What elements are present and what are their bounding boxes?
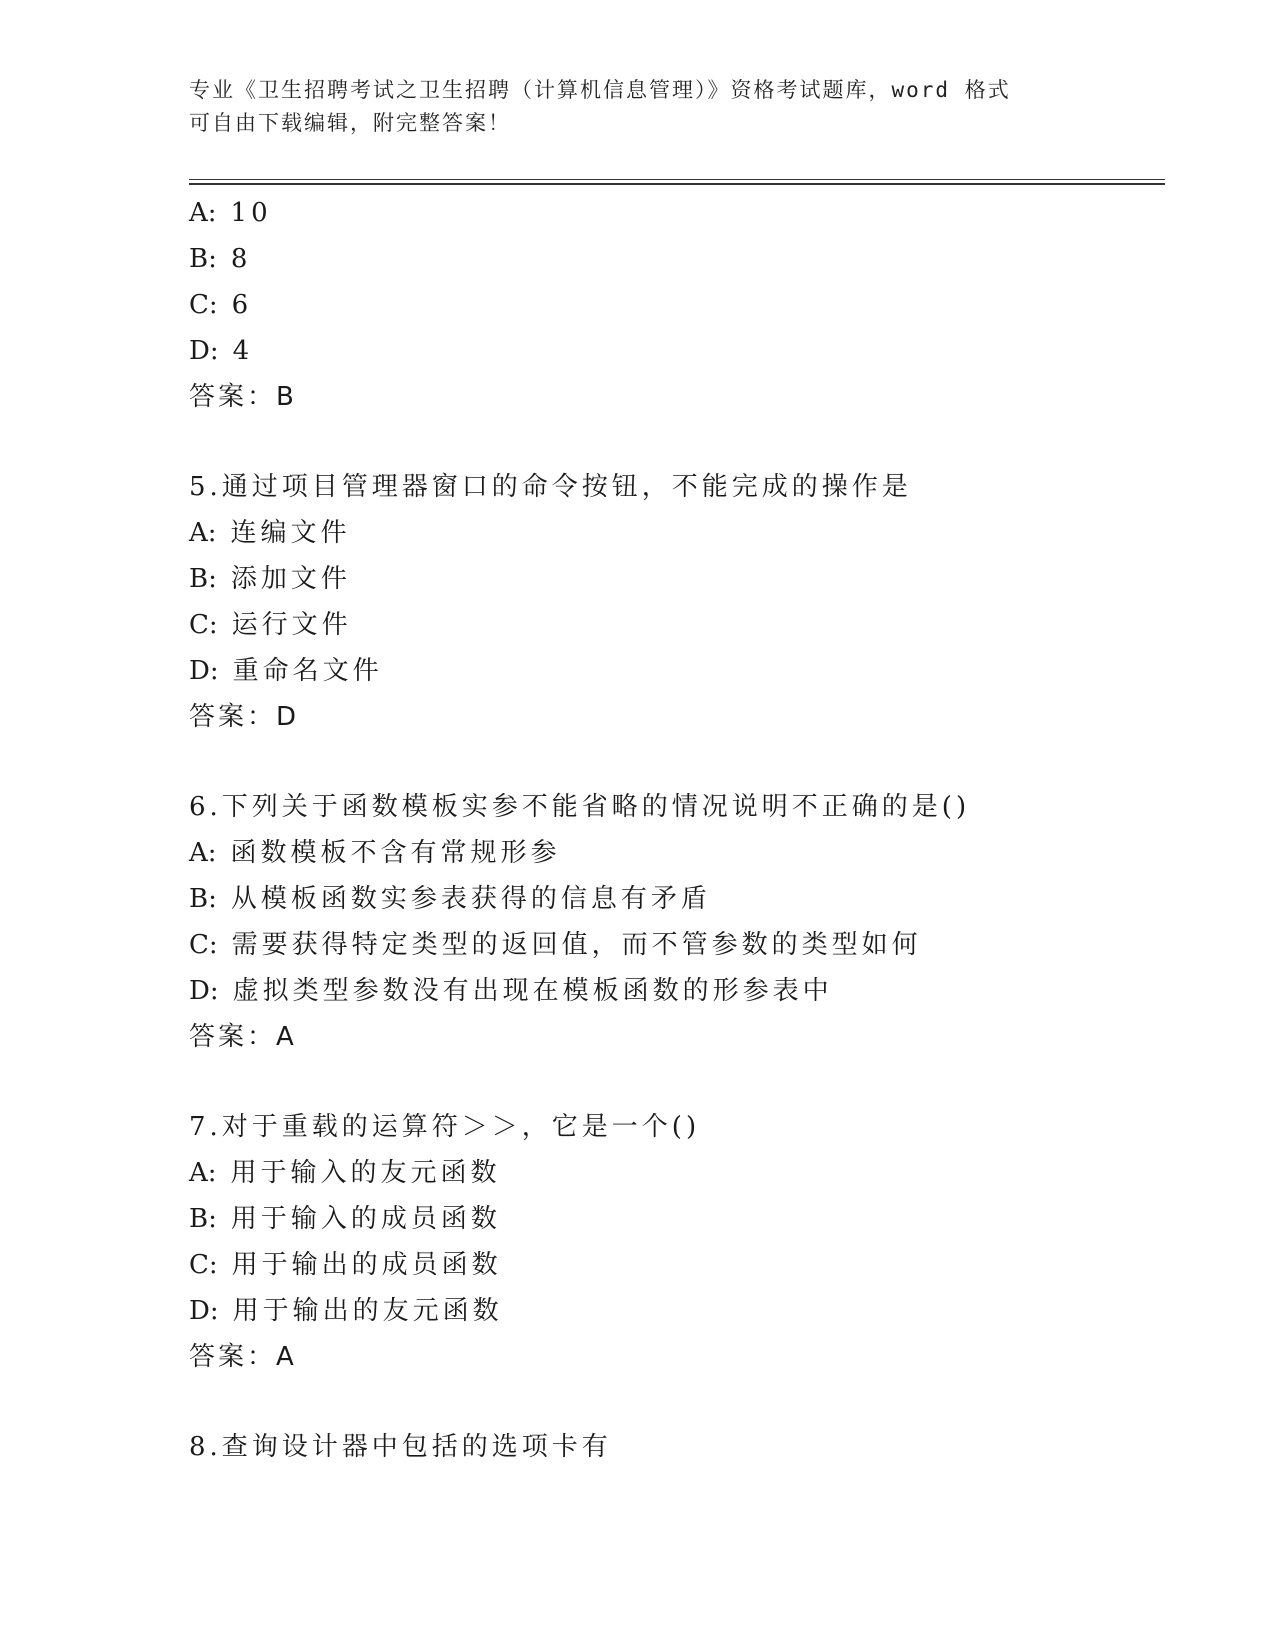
question-4 [189,190,1149,420]
question-text: 7.对于重载的运算符＞＞，它是一个() [189,1112,701,1142]
option-a: A: 用于输入的友元函数 [189,1158,501,1188]
question-5 [189,464,1149,740]
page-header [189,74,1089,140]
option-a: A: 连编文件 [189,518,351,548]
answer: 答案：A [189,1022,297,1052]
answer: 答案：B [189,382,297,412]
answer: 答案：A [189,1342,297,1372]
option-a: A: 函数模板不含有常规形参 [189,838,561,868]
option-d: D: 4 [189,336,254,366]
question-text: 8.查询设计器中包括的选项卡有 [189,1432,612,1462]
header-divider [189,179,1165,185]
answer: 答案：D [189,702,300,732]
question-list [189,190,1149,1470]
option-a: A: 10 [189,198,272,228]
question-7 [189,1104,1149,1380]
header-line-2: 可自由下载编辑，附完整答案！ [189,111,511,135]
option-d: D: 重命名文件 [189,656,383,686]
question-text: 6.下列关于函数模板实参不能省略的情况说明不正确的是() [189,792,971,822]
option-c: C: 需要获得特定类型的返回值，而不管参数的类型如何 [189,930,922,960]
option-c: C: 用于输出的成员函数 [189,1250,502,1280]
option-d: D: 用于输出的友元函数 [189,1296,503,1326]
option-b: B: 从模板函数实参表获得的信息有矛盾 [189,884,711,914]
question-text: 5.通过项目管理器窗口的命令按钮，不能完成的操作是 [189,472,912,502]
option-b: B: 8 [189,244,252,274]
question-6 [189,784,1149,1060]
header-line-1: 专业《卫生招聘考试之卫生招聘（计算机信息管理）》资格考试题库，word 格式 [189,78,1011,102]
option-b: B: 添加文件 [189,564,351,594]
option-d: D: 虚拟类型参数没有出现在模板函数的形参表中 [189,976,833,1006]
question-8 [189,1424,1149,1470]
option-c: C: 运行文件 [189,610,352,640]
option-b: B: 用于输入的成员函数 [189,1204,501,1234]
option-c: C: 6 [189,290,253,320]
